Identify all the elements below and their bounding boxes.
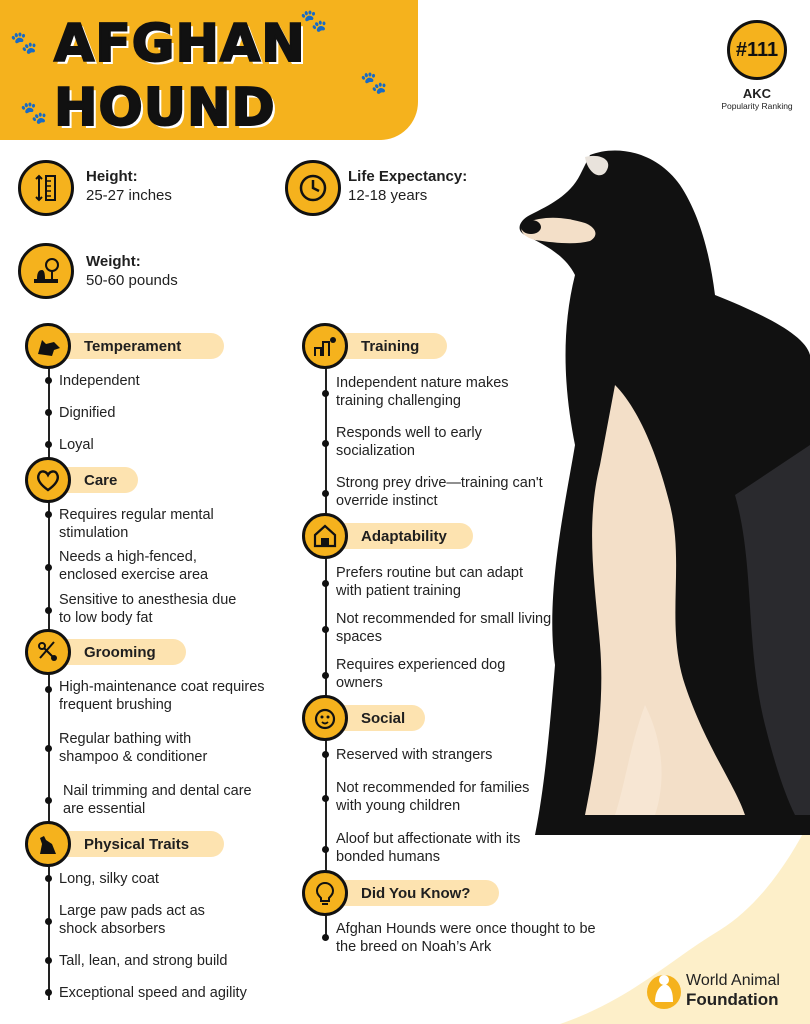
- rank-label: AKC: [742, 86, 772, 101]
- life-expectancy-value: 12-18 years: [348, 187, 428, 204]
- dog-house-icon: [302, 513, 348, 559]
- bullet-dot: [322, 440, 329, 447]
- training-item: Strong prey drive—training can't override instinct: [336, 475, 543, 509]
- care-item: Sensitive to anesthesia due to low body fat: [59, 592, 237, 626]
- adaptability-item: Not recommended for small living spaces: [336, 611, 552, 645]
- weight-label: Weight:: [86, 253, 141, 270]
- title-banner: [0, 0, 418, 140]
- bullet-dot: [322, 934, 329, 941]
- bullet-dot: [45, 409, 52, 416]
- bullet-dot: [45, 989, 52, 996]
- temperament-item: Dignified: [59, 405, 116, 421]
- foundation-logo-icon: [645, 968, 683, 1012]
- temperament-item: Independent: [59, 373, 140, 389]
- training-item: Responds well to early socialization: [336, 425, 482, 459]
- adaptability-item: Requires experienced dog owners: [336, 657, 506, 691]
- dog-silhouette-icon: [25, 821, 71, 867]
- care-item: Needs a high-fenced, enclosed exercise area: [59, 549, 209, 583]
- title-line-2: HOUND: [54, 78, 276, 138]
- light-bulb-icon: [302, 870, 348, 916]
- social-item: Reserved with strangers: [336, 747, 493, 763]
- physical-trait-item: Large paw pads act as shock absorbers: [59, 903, 205, 937]
- adaptability-item: Prefers routine but can adapt with patient training: [336, 565, 524, 599]
- rank-sublabel: Popularity Ranking: [721, 101, 793, 111]
- dog-face-icon: [302, 695, 348, 741]
- clock-icon: [285, 160, 341, 216]
- ruler-icon: [18, 160, 74, 216]
- afghan-hound-illustration: [505, 145, 810, 835]
- title-line-1: AFGHAN: [54, 14, 306, 74]
- bullet-dot: [45, 441, 52, 448]
- bullet-dot: [322, 580, 329, 587]
- logo-line-1: World Animal: [686, 972, 780, 989]
- paw-pattern-icon: 🐾: [20, 100, 48, 125]
- weight-value: 50-60 pounds: [86, 272, 178, 289]
- section-title-grooming: Grooming: [60, 639, 186, 665]
- bullet-dot: [322, 846, 329, 853]
- bullet-dot: [45, 607, 52, 614]
- bullet-dot: [45, 875, 52, 882]
- grooming-item: High-maintenance coat requires frequent brushing: [59, 679, 265, 713]
- section-title-social: Social: [337, 705, 425, 731]
- bullet-dot: [45, 745, 52, 752]
- life-expectancy-label: Life Expectancy:: [348, 168, 468, 185]
- logo-line-2: Foundation: [686, 990, 779, 1009]
- training-item: Independent nature makes training challenging: [336, 375, 509, 409]
- social-item: Not recommended for families with young children: [336, 780, 530, 814]
- section-title-adaptability: Adaptability: [337, 523, 473, 549]
- section-title-physical-traits: Physical Traits: [60, 831, 224, 857]
- did-you-know-item: Afghan Hounds were once thought to be the breed on Noah’s Ark: [336, 921, 596, 955]
- section-title-care: Care: [60, 467, 138, 493]
- bullet-dot: [322, 626, 329, 633]
- grooming-tools-icon: [25, 629, 71, 675]
- care-item: Requires regular mental stimulation: [59, 507, 214, 541]
- bullet-dot: [45, 797, 52, 804]
- height-label: Height:: [86, 168, 138, 185]
- section-title-did-you-know: Did You Know?: [337, 880, 499, 906]
- left-timeline-line: [48, 360, 50, 1000]
- grooming-item: Regular bathing with shampoo & conditioner: [59, 731, 208, 765]
- scale-icon: [18, 243, 74, 299]
- bullet-dot: [322, 390, 329, 397]
- bullet-dot: [45, 918, 52, 925]
- social-item: Aloof but affectionate with its bonded humans: [336, 831, 521, 865]
- paw-pattern-icon: 🐾: [10, 30, 38, 55]
- bullet-dot: [322, 751, 329, 758]
- bullet-dot: [45, 957, 52, 964]
- right-timeline-line: [325, 360, 327, 940]
- bullet-dot: [45, 377, 52, 384]
- heart-hand-icon: [25, 457, 71, 503]
- physical-trait-item: Exceptional speed and agility: [59, 985, 247, 1001]
- bullet-dot: [45, 564, 52, 571]
- bullet-dot: [322, 795, 329, 802]
- paw-pattern-icon: 🐾: [300, 8, 328, 33]
- grooming-item: Nail trimming and dental care are essential: [63, 783, 252, 817]
- section-title-training: Training: [337, 333, 447, 359]
- dog-head-icon: [25, 323, 71, 369]
- bullet-dot: [45, 686, 52, 693]
- bullet-dot: [45, 511, 52, 518]
- physical-trait-item: Tall, lean, and strong build: [59, 953, 228, 969]
- bullet-dot: [322, 672, 329, 679]
- temperament-item: Loyal: [59, 437, 94, 453]
- paw-pattern-icon: 🐾: [360, 70, 388, 95]
- section-title-temperament: Temperament: [60, 333, 224, 359]
- agility-training-icon: [302, 323, 348, 369]
- physical-trait-item: Long, silky coat: [59, 871, 159, 887]
- bullet-dot: [322, 490, 329, 497]
- height-value: 25-27 inches: [86, 187, 172, 204]
- rank-badge: #111: [727, 20, 787, 80]
